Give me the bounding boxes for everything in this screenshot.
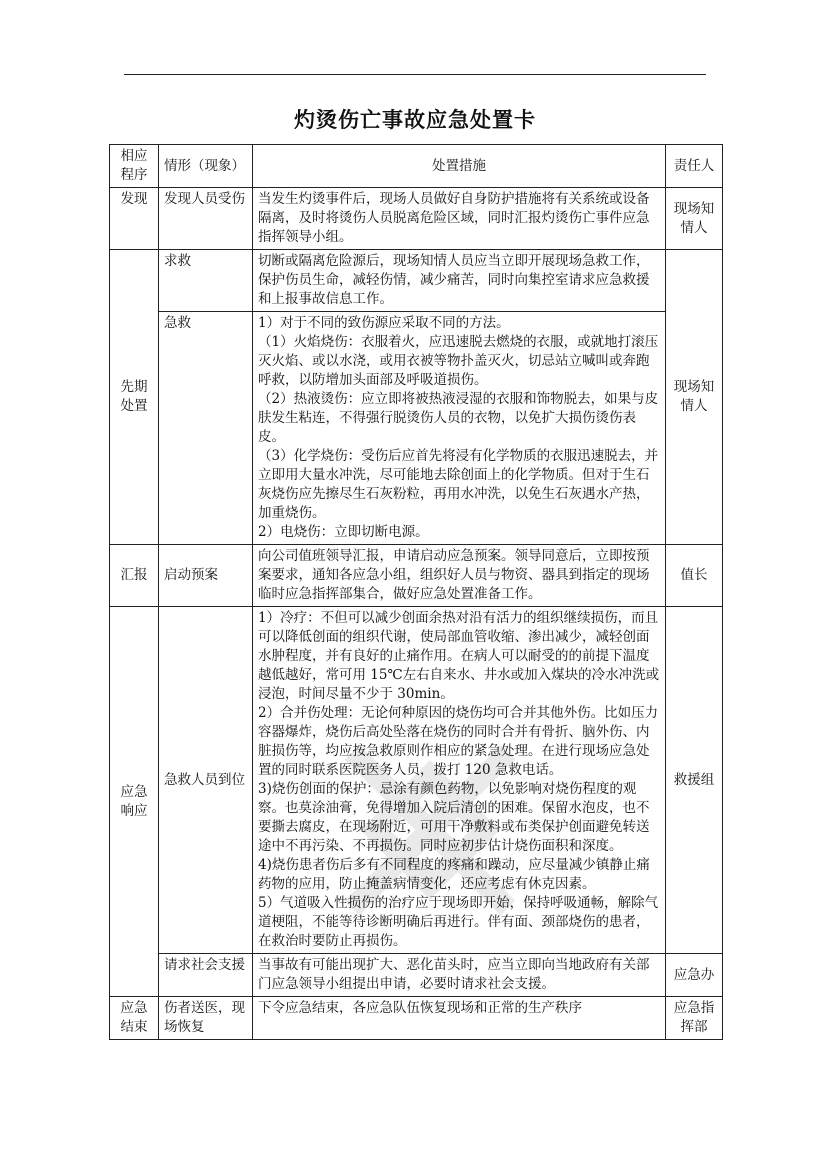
header-rule [124,74,706,75]
header-owner: 责任人 [666,145,723,188]
header-stage: 相应程序 [110,145,159,188]
measures-cell [253,607,666,954]
measures-cell [253,250,666,312]
table-row-jieshu [110,997,723,1040]
measure-text: 1）冷疗：不但可以减少创面余热对沿有活力的组织继续损伤，而且可以降低创面的组织代谢，使局部血管收缩、渗出减少，减轻创面水肿程度，并有良好的止痛作用。在病人可以耐受的的前提下温度越低越好，常可用 15℃左右自来水、井水或加入煤块的冷水冲洗或浸泡，时间尽量不少于 30min。 [258,610,660,702]
owner-cell: 现场知情人 [666,250,723,545]
measure-text: 向公司值班领导汇报，申请启动应急预案。领导同意后，立即按预案要求，通知各应急小组，组织好人员与物资、器具到指定的现场临时应急指挥部集合，做好应急处置准备工作。 [258,548,650,602]
stage-cell: 应急响应 [110,607,159,997]
measure-text: 1）对于不同的致伤源应采取不同的方法。 [258,315,510,331]
table-row-jijiu-daowei [110,607,723,954]
table-row-faxian [110,188,723,250]
measure-text: 下令应急结束，各应急队伍恢复现场和正常的生产秩序 [258,1000,582,1016]
table-row-jijiu [110,312,723,545]
owner-cell: 救援组 [666,607,723,954]
stage-cell: 发现 [110,188,159,250]
table-header-row [110,145,723,188]
situation-cell: 求救 [159,250,253,312]
table-row-qiujiu [110,250,723,312]
stage-cell: 先期处置 [110,250,159,545]
measure-text: 当事故有可能出现扩大、恶化苗头时，应当立即向当地政府有关部门应急领导小组提出申请，必要时请求社会支援。 [258,957,650,992]
situation-cell: 急救 [159,312,253,545]
measure-text: 2）电烧伤：立即切断电源。 [258,524,429,540]
measure-text: （2）热液烫伤：应立即将被热液浸湿的衣服和饰物脱去，如果与皮肤发生粘连，不得强行脱烫伤人员的衣物，以免扩大损伤烫伤表皮。 [258,391,659,445]
table-row-shehui [110,954,723,997]
situation-cell: 伤者送医，现场恢复 [159,997,253,1040]
measure-text: 切断或隔离危险源后，现场知情人员应当立即开展现场急救工作，保护伤员生命，减轻伤情，减少痛苦，同时向集控室请求应急救援和上报事故信息工作。 [258,253,650,307]
stage-cell: 应急结束 [110,997,159,1040]
owner-cell: 现场知情人 [666,188,723,250]
table-row-huibao [110,545,723,607]
measures-cell [253,312,666,545]
measures-cell [253,997,666,1040]
measure-text: 4)烧伤患者伤后多有不同程度的疼痛和躁动，应尽量减少镇静止痛药物的应用，防止掩盖病情变化，还应考虑有休克因素。 [258,857,650,892]
measure-text: （3）化学烧伤：受伤后应首先将浸有化学物质的衣服迅速脱去，并立即用大量水冲洗，尽可能地去除创面上的化学物质。但对于生石灰烧伤应先擦尽生石灰粉粒，再用水冲洗，以免生石灰遇水产热，加重烧伤。 [258,448,659,521]
header-measures: 处置措施 [253,145,666,188]
owner-cell: 值长 [666,545,723,607]
measure-text: 2）合并伤处理：无论何种原因的烧伤均可合并其他外伤。比如压力容器爆炸，烧伤后高处坠落在烧伤的同时合并有骨折、脑外伤、内脏损伤等，均应按急救原则作相应的紧急处理。在进行现场应急处置的同时联系医院医务人员，拨打 120 急救电话。 [258,705,659,778]
measures-cell [253,545,666,607]
situation-cell: 请求社会支援 [159,954,253,997]
situation-cell: 发现人员受伤 [159,188,253,250]
stage-cell: 汇报 [110,545,159,607]
emergency-card-table [109,144,723,1040]
owner-cell: 应急指挥部 [666,997,723,1040]
measure-text: 3)烧伤创面的保护：忌涂有颜色药物，以免影响对烧伤程度的观察。也莫涂油膏，免得增加入院后清创的困难。保留水泡皮，也不要撕去腐皮，在现场附近，可用干净敷料或布类保护创面避免转送途中不再污染、不再损伤。同时应初步估计烧伤面积和深度。 [258,781,650,854]
header-situation: 情形（现象） [159,145,253,188]
situation-cell: 启动预案 [159,545,253,607]
owner-cell: 应急办 [666,954,723,997]
measure-text: （1）火焰烧伤：衣服着火，应迅速脱去燃烧的衣服，或就地打滚压灭火焰、或以水浇，或用衣被等物扑盖灭火，切忌站立喊叫或奔跑呼救，以防增加头面部及呼吸道损伤。 [258,334,659,388]
situation-cell: 急救人员到位 [159,607,253,954]
measure-text: 当发生灼烫事件后，现场人员做好自身防护措施将有关系统或设备隔离，及时将烫伤人员脱离危险区域，同时汇报灼烫伤亡事件应急指挥领导小组。 [258,191,650,245]
measures-cell [253,954,666,997]
page-title: 灼烫伤亡事故应急处置卡 [294,108,536,132]
measures-cell [253,188,666,250]
measure-text: 5）气道吸入性损伤的治疗应于现场即开始，保持呼吸通畅，解除气道梗阻，不能等待诊断明确后再进行。伴有面、颈部烧伤的患者，在救治时要防止再损伤。 [258,895,659,949]
